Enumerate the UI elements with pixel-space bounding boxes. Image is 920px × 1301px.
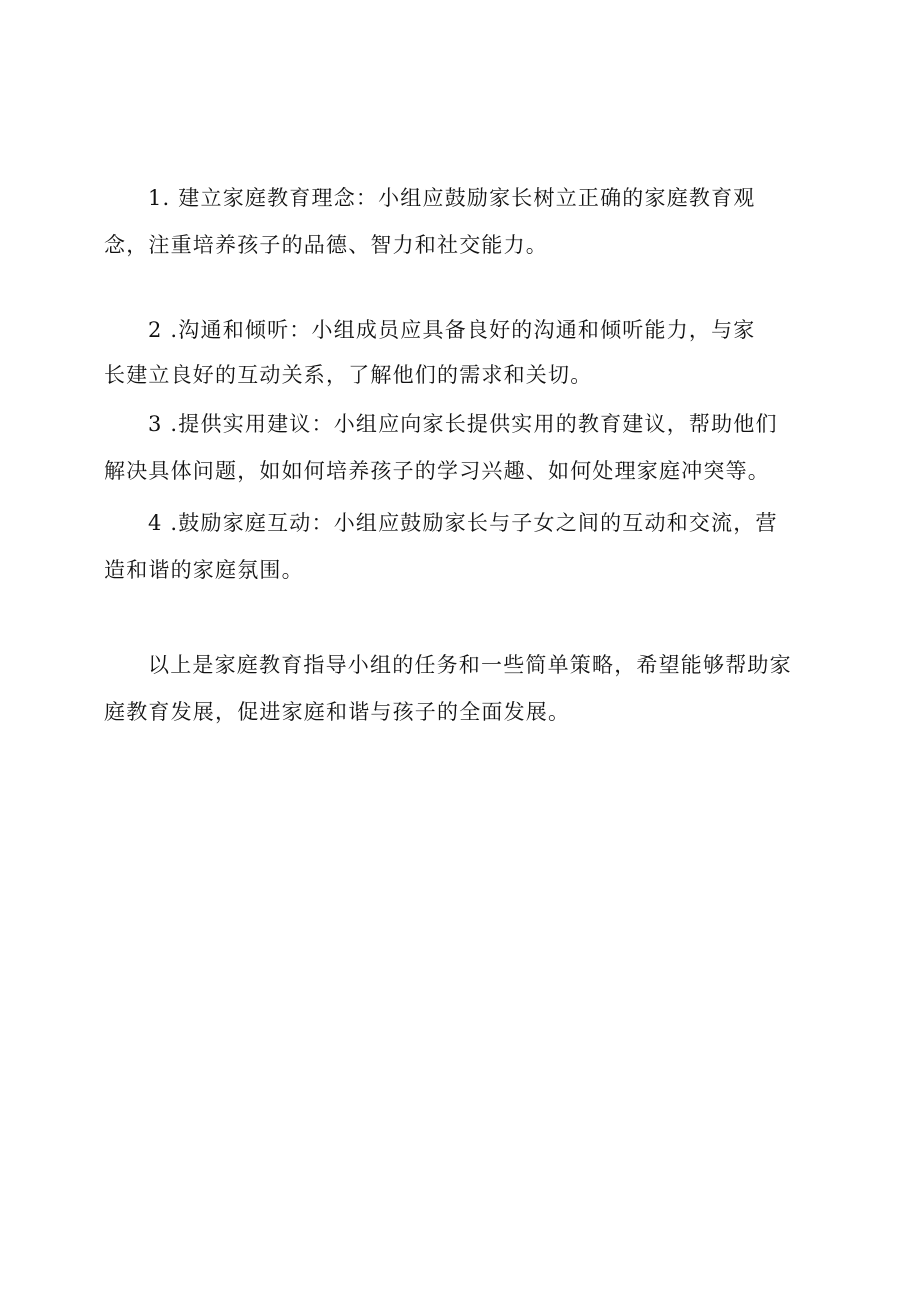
item-3-line-1: 3 .提供实用建议：小组应向家长提供实用的教育建议，帮助他们 [148, 412, 778, 436]
item-2-line-2: 长建立良好的互动关系，了解他们的需求和关切。 [104, 363, 593, 387]
conclusion-line-2: 庭教育发展，促进家庭和谐与孩子的全面发展。 [104, 700, 571, 724]
conclusion-line-1: 以上是家庭教育指导小组的任务和一些简单策略，希望能够帮助家 [148, 653, 792, 677]
item-2-line-1: 2 .沟通和倾听：小组成员应具备良好的沟通和倾听能力，与家 [148, 318, 756, 342]
item-1-line-1: 1. 建立家庭教育理念：小组应鼓励家长树立正确的家庭教育观 [148, 186, 756, 210]
item-3-line-2: 解决具体问题，如如何培养孩子的学习兴趣、如何处理家庭冲突等。 [104, 459, 770, 483]
item-4-line-1: 4 .鼓励家庭互动：小组应鼓励家长与子女之间的互动和交流，营 [148, 511, 778, 535]
item-1-line-2: 念，注重培养孩子的品德、智力和社交能力。 [104, 233, 548, 257]
item-4-line-2: 造和谐的家庭氛围。 [104, 558, 304, 582]
